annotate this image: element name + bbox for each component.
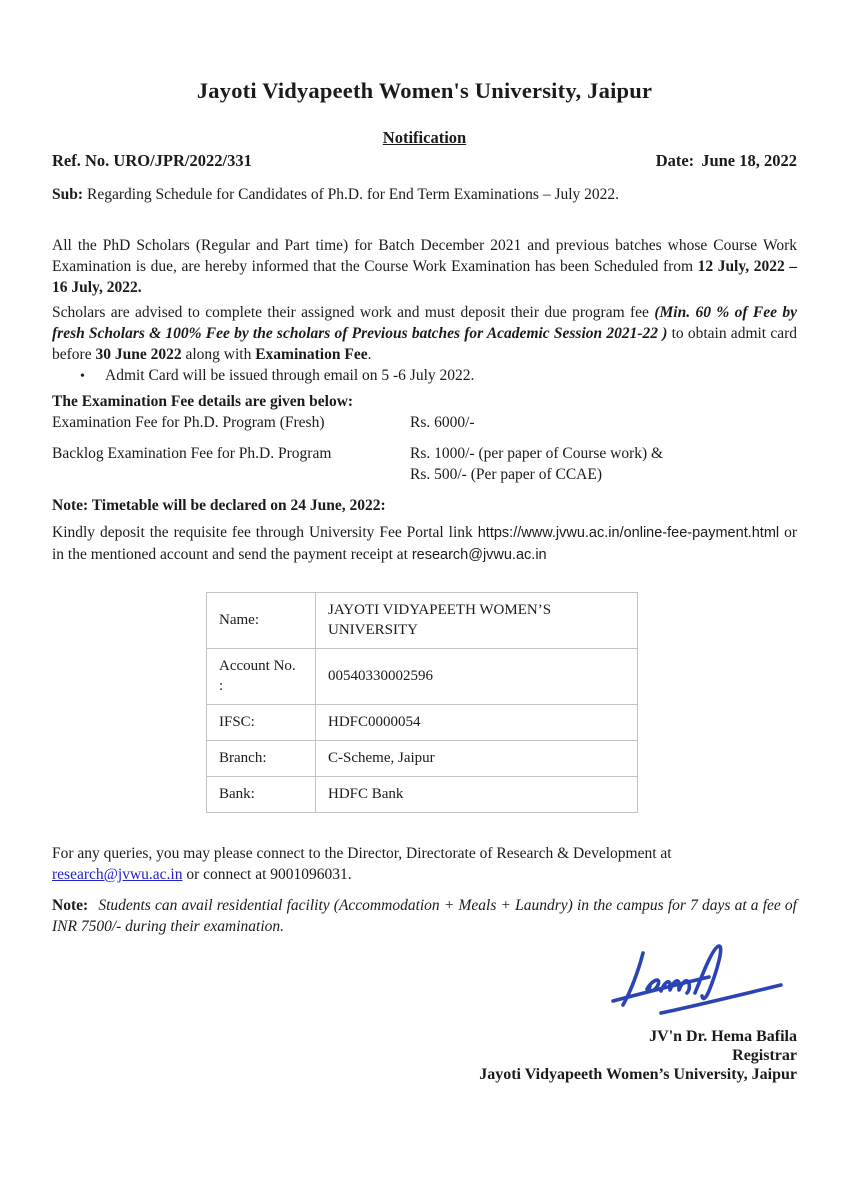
payment-seg2: or in the mentioned account and send the payment receipt at <box>52 524 798 563</box>
fee-deposit-seg7: . <box>367 346 372 363</box>
date-label: Date: <box>655 151 695 170</box>
table-row <box>207 593 638 649</box>
ref-date-row <box>52 151 797 171</box>
bank-row-value: 00540330002596 <box>316 649 638 705</box>
timetable-note: Note: Timetable will be declared on 24 June, 2022: <box>52 497 386 514</box>
bank-row-label: Name: <box>207 593 316 649</box>
research-email-link[interactable]: research@jvwu.ac.in <box>52 866 183 883</box>
signatory-designation: Registrar <box>732 1047 797 1064</box>
fee-amount <box>410 443 797 485</box>
fee-row <box>52 443 797 485</box>
signoff-block <box>52 1027 797 1084</box>
queries-seg1: For any queries, you may please connect to the Director, Directorate of Research & Development at <box>52 845 672 862</box>
fee-deposit-seg1: Scholars are advised to complete their assigned work and must deposit their due program fee <box>52 304 655 321</box>
handwritten-signature-icon <box>609 939 789 1024</box>
date-value: June 18, 2022 <box>701 151 797 170</box>
bank-row-value: C-Scheme, Jaipur <box>316 741 638 777</box>
queries-paragraph <box>52 843 797 885</box>
payment-seg1: Kindly deposit the requisite fee through University Fee Portal link <box>52 524 478 541</box>
fee-item: Backlog Examination Fee for Ph.D. Program <box>52 445 332 462</box>
bank-row-value: JAYOTI VIDYAPEETH WOMEN’S UNIVERSITY <box>316 593 638 649</box>
fee-deposit-paragraph <box>52 302 797 365</box>
bank-row-label: Account No. : <box>207 649 316 705</box>
bank-row-label: Branch: <box>207 741 316 777</box>
fee-item: Examination Fee for Ph.D. Program (Fresh) <box>52 414 325 431</box>
table-row <box>207 705 638 741</box>
fee-portal-url: https://www.jvwu.ac.in/online-fee-payment.html <box>477 525 780 541</box>
schedule-paragraph <box>52 235 797 298</box>
bank-details-table <box>206 592 638 813</box>
schedule-dates: 12 July, 2022 – 16 July, 2022. <box>52 258 797 296</box>
notification-heading: Notification <box>382 128 467 147</box>
fee-details-heading: The Examination Fee details are given below: <box>52 393 354 410</box>
fee-deposit-seg5: along with <box>181 346 256 363</box>
subject-label: Sub: <box>52 186 84 203</box>
residential-note-label: Note: <box>52 897 89 914</box>
admit-card-deadline: 30 June 2022 <box>95 346 182 363</box>
schedule-text: All the PhD Scholars (Regular and Part time) for Batch December 2021 and previous batches whose Course Work Examination is due, are hereby informed that the Course Work Examination has been Scheduled from <box>52 237 797 275</box>
table-row <box>207 777 638 813</box>
date-wrap <box>656 151 797 171</box>
table-row <box>207 649 638 705</box>
receipt-email: research@jvwu.ac.in <box>411 547 547 563</box>
table-row <box>207 741 638 777</box>
bank-row-label: Bank: <box>207 777 316 813</box>
admit-card-bullet <box>52 365 797 387</box>
residential-note-text: Students can avail residential facility (Accommodation + Meals + Laundry) in the campus for 7 days at a fee of INR 7500/- during their examination. <box>52 897 797 935</box>
signature-area <box>52 939 797 1025</box>
bank-row-value: HDFC0000054 <box>316 705 638 741</box>
admit-card-bullet-text: Admit Card will be issued through email on 5 -6 July 2022. <box>105 367 475 384</box>
examination-fee-term: Examination Fee <box>255 346 368 363</box>
bullet-icon: • <box>80 369 85 384</box>
queries-seg2: or connect at 9001096031. <box>182 866 352 883</box>
bank-row-label: IFSC: <box>207 705 316 741</box>
payment-paragraph <box>52 522 797 566</box>
bank-row-value: HDFC Bank <box>316 777 638 813</box>
signatory-name: JV'n Dr. Hema Bafila <box>649 1028 797 1045</box>
fee-amount-line2: Rs. 500/- (Per paper of CCAE) <box>410 466 602 483</box>
fee-amount: Rs. 6000/- <box>410 414 475 431</box>
fee-deposit-condition: (Min. 60 % of Fee by fresh Scholars & 100% Fee by the scholars of Previous batches for Academic Session 2021-22 ) <box>52 304 798 342</box>
fee-deposit-seg3: to obtain admit card before <box>52 325 797 363</box>
university-title: Jayoti Vidyapeeth Women's University, Jaipur <box>196 78 653 103</box>
subject-line <box>52 184 797 205</box>
signatory-organization: Jayoti Vidyapeeth Women’s University, Jaipur <box>479 1066 797 1083</box>
fee-row <box>52 412 797 433</box>
reference-number: Ref. No. URO/JPR/2022/331 <box>52 151 252 170</box>
fee-amount-line1: Rs. 1000/- (per paper of Course work) & <box>410 445 664 462</box>
residential-note <box>52 895 797 937</box>
subject-text: Regarding Schedule for Candidates of Ph.D. for End Term Examinations – July 2022. <box>87 186 620 203</box>
